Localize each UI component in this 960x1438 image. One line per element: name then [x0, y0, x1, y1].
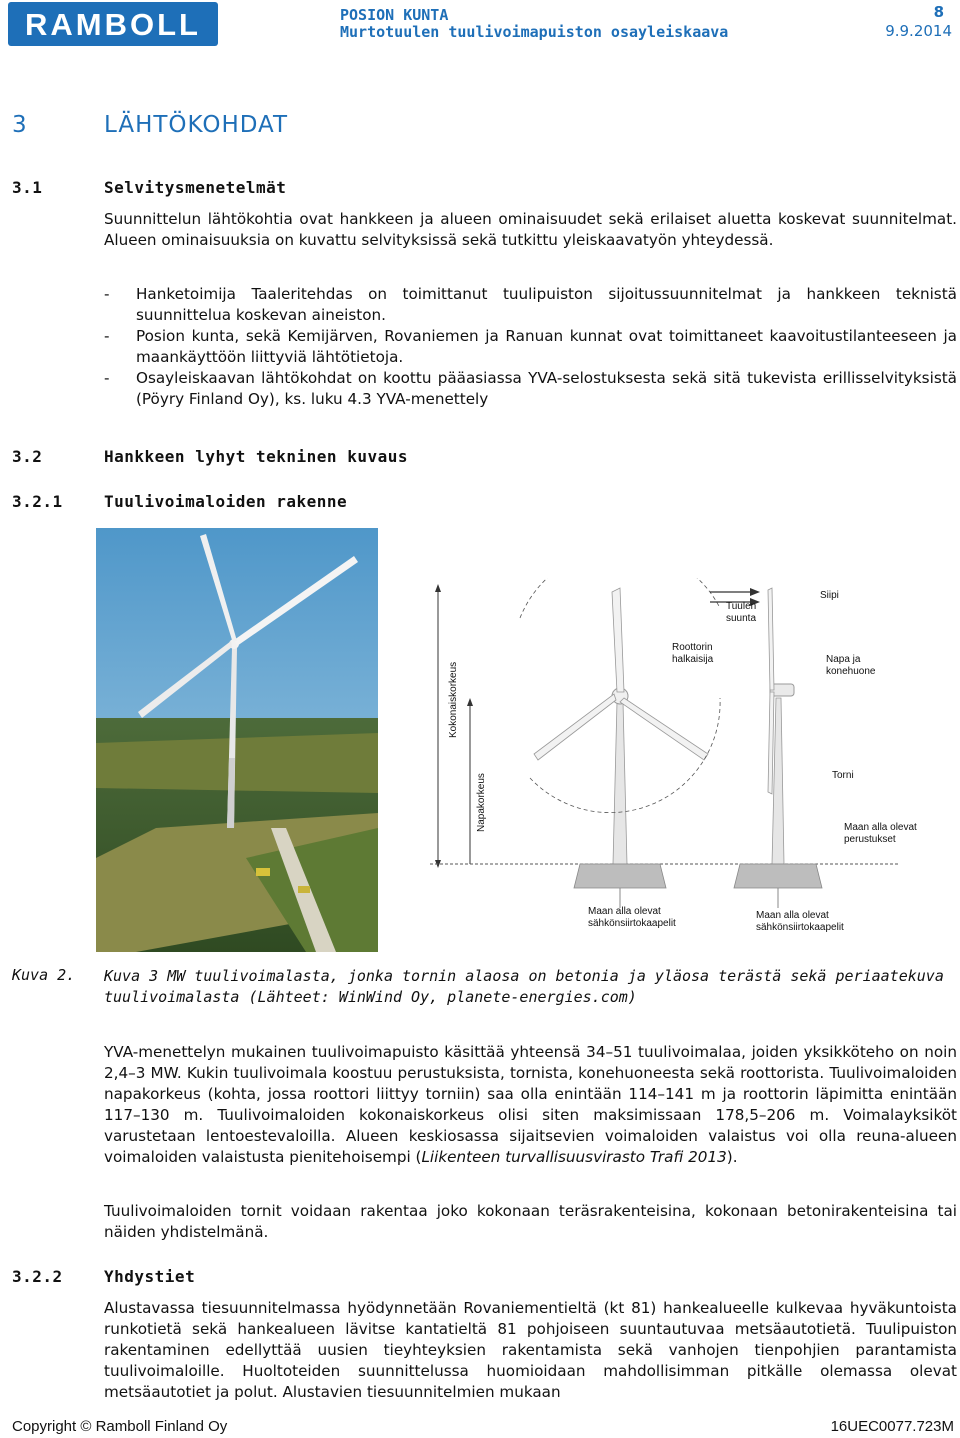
torni-label: Torni	[832, 770, 854, 781]
napa-label-2: konehuone	[826, 666, 876, 677]
section-3-heading	[12, 112, 288, 138]
section-3-2-2-title: Yhdystiet	[104, 1267, 196, 1286]
perustukset-label-1: Maan alla olevat	[844, 822, 917, 833]
tuulen-suunta-label-2: suunta	[726, 613, 757, 624]
wind-turbine-diagram	[420, 578, 940, 936]
section-3-2-2-heading	[12, 1267, 195, 1286]
section-3-1-bullet-list	[104, 284, 957, 410]
body-paragraph-1-reference: Liikenteen turvallisuusvirasto Trafi 2013	[421, 1148, 727, 1166]
section-3-1-number: 3.1	[12, 178, 43, 197]
page-number: 8	[933, 3, 944, 21]
bullet-text: Posion kunta, sekä Kemijärven, Rovaniemen ja Ranuan kunnat ovat toimittaneet kaavoitustilanteeseen ja maankäyttöön liittyviä lähtötietoja.	[136, 327, 957, 366]
footer-doc-id: 16UEC0077.723M	[830, 1418, 954, 1435]
napakorkeus-label: Napakorkeus	[476, 773, 487, 832]
section-3-title: LÄHTÖKOHDAT	[104, 112, 289, 138]
header-date: 9.9.2014	[885, 22, 952, 40]
tuulen-suunta-label-1: Tuulen	[726, 601, 757, 612]
ramboll-logo	[8, 2, 218, 46]
body-paragraph-2: Tuulivoimaloiden tornit voidaan rakentaa joko kokonaan teräsrakenteisina, kokonaan betonirakenteisina tai näiden yhdistelmänä.	[104, 1202, 957, 1241]
header-title: POSION KUNTA	[340, 6, 449, 24]
section-3-2-2-number: 3.2.2	[12, 1267, 63, 1286]
section-3-2-number: 3.2	[12, 447, 43, 466]
logo-text: RAMBOLL	[25, 6, 201, 42]
perustukset-label-2: perustukset	[844, 834, 896, 845]
section-3-1-intro: Suunnittelun lähtökohtia ovat hankkeen ja alueen ominaisuudet sekä erilaiset aluetta koskevat suunnitelmat. Alueen ominaisuuksia on kuvattu selvityksissä sekä tutkittu yleiskaavatyön yhteydessä.	[104, 210, 957, 249]
body-paragraph-1	[104, 1042, 957, 1168]
figure-caption-label: Kuva 2.	[12, 966, 76, 984]
napa-label-1: Napa ja	[826, 654, 861, 665]
kaapelit-b-label-1: Maan alla olevat	[756, 910, 829, 921]
figure-caption: Kuva 3 MW tuulivoimalasta, jonka tornin alaosa on betonia ja yläosa terästä sekä periaatekuva tuulivoimalasta (Lähteet: WinWind Oy, planete-energies.com)	[104, 967, 944, 1006]
section-3-1-title: Selvitysmenetelmät	[104, 178, 287, 197]
bullet-item	[104, 284, 957, 326]
bullet-dash: -	[104, 285, 110, 303]
body-paragraph-1-text: YVA-menettelyn mukainen tuulivoimapuisto käsittää yhteensä 34–51 tuulivoimalaa, joiden yksikköteho on noin 2,4–3 MW. Kukin tuulivoimala koostuu perustuksista, tornista, konehuoneesta sekä roottorista. Tuulivoimaloiden napakorkeus (kohta, jossa roottori liittyy torniin) saa olla enintään 114–141 m ja roottorin läpimitta enintään 117–130 m. Tuulivoimaloiden kokonaiskorkeus olisi siten maksimissaan 178,5–206 m. Voimalayksiköt varustetaan lentoestevaloilla. Alueen keskiosassa sijaitsevien voimaloiden valaistus voi olla reuna-alueen voimaloiden valaistusta pienitehoisempi (	[104, 1043, 957, 1166]
section-3-2-title: Hankkeen lyhyt tekninen kuvaus	[104, 447, 408, 466]
bullet-text: Osayleiskaavan lähtökohdat on koottu pääasiassa YVA-selostuksesta sekä sitä tukevista erillisselvityksistä (Pöyry Finland Oy), ks. luku 4.3 YVA-menettely	[136, 369, 957, 408]
section-3-2-1-heading	[12, 492, 347, 511]
bullet-item	[104, 368, 957, 410]
bullet-item	[104, 326, 957, 368]
section-3-1-heading	[12, 178, 286, 197]
kaapelit-a-label-1: Maan alla olevat	[588, 906, 661, 917]
roottorin-label-2: halkaisija	[672, 654, 714, 665]
section-3-2-1-number: 3.2.1	[12, 492, 63, 511]
header-subtitle: Murtotuulen tuulivoimapuiston osayleiskaava	[340, 23, 729, 41]
kokonaiskorkeus-label: Kokonaiskorkeus	[448, 661, 459, 738]
section-3-2-1-title: Tuulivoimaloiden rakenne	[104, 492, 348, 511]
siipi-label: Siipi	[820, 590, 839, 601]
bullet-dash: -	[104, 369, 110, 387]
kaapelit-a-label-2: sähkönsiirtokaapelit	[588, 918, 676, 929]
bullet-text: Hanketoimija Taaleritehdas on toimittanut tuulipuiston sijoitussuunnitelmat ja hankkeen teknistä suunnittelua koskevan aineiston.	[136, 285, 957, 324]
section-3-number: 3	[12, 112, 28, 138]
bullet-dash: -	[104, 327, 110, 345]
section-3-2-heading	[12, 447, 408, 466]
footer-copyright: Copyright © Ramboll Finland Oy	[12, 1418, 228, 1435]
kaapelit-b-label-2: sähkönsiirtokaapelit	[756, 922, 844, 933]
body-paragraph-1-end: ).	[726, 1148, 738, 1166]
roottorin-label-1: Roottorin	[672, 642, 713, 653]
wind-turbine-photo	[96, 528, 378, 952]
section-3-2-2-text: Alustavassa tiesuunnitelmassa hyödynnetään Rovaniementieltä (kt 81) hankealueelle kulkevaa hyväkuntoista runkotietä sekä hankealueen lävitse kantatieltä 81 pohjoiseen suuntautuvaa metsäautotietä. Tuulipuiston rakentaminen edellyttää uusien tieyhteyksien rakentamista sekä vanhojen tienpohjien parantamista tuulivoimaloille. Huoltoteiden suunnittelussa huomioidaan mahdollisimman pitkälle olemassa olevat metsäautotiet ja polut. Alustavien tiesuunnitelmien mukaan	[104, 1299, 957, 1401]
